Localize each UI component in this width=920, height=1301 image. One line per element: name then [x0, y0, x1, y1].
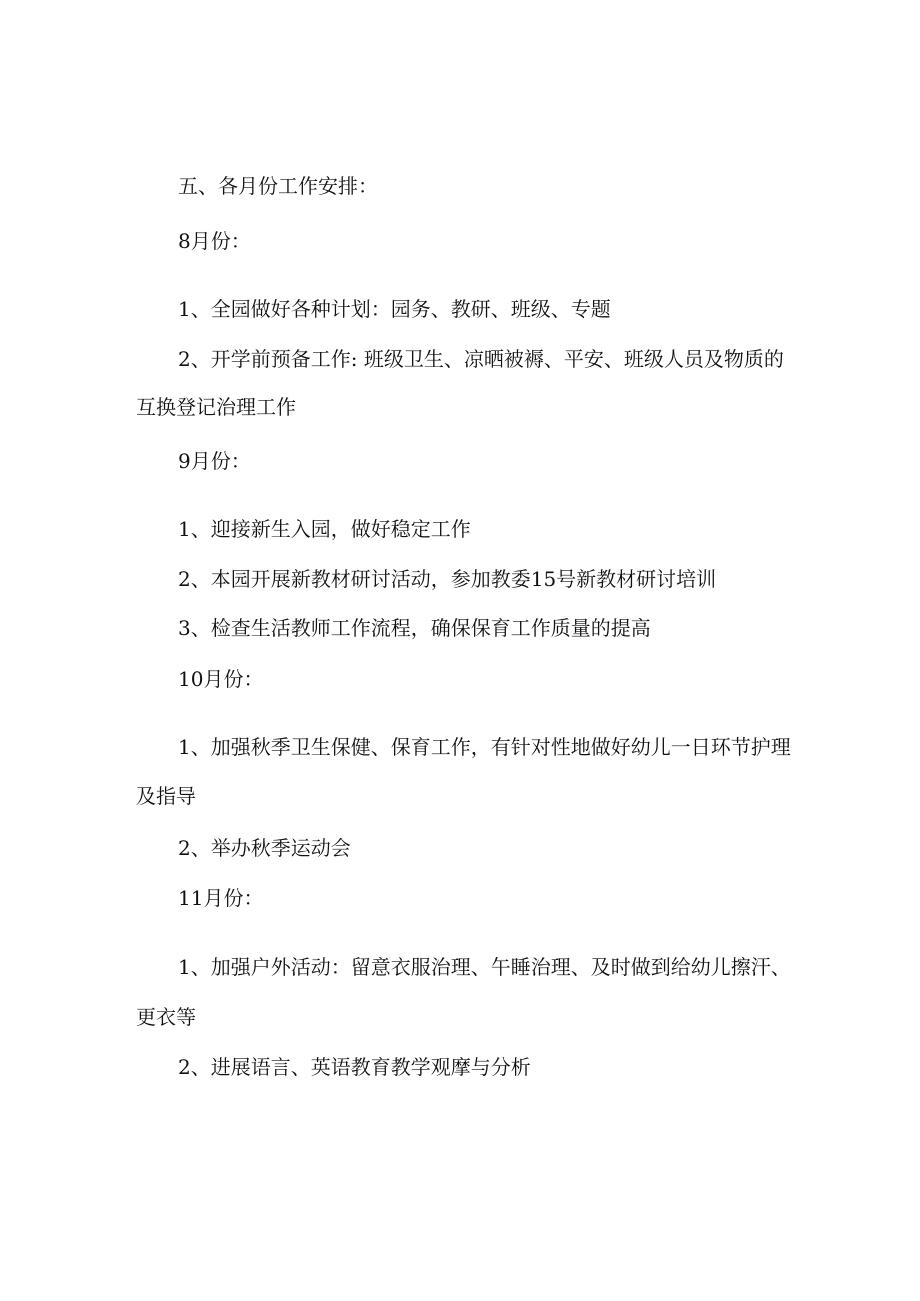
- list-item: 2、举办秋季运动会: [178, 836, 351, 860]
- list-item: 2、本园开展新教材研讨活动，参加教委15号新教材研讨培训: [178, 567, 717, 591]
- list-item: 1、全园做好各种计划：园务、教研、班级、专题: [178, 297, 611, 321]
- list-item: 2、进展语言、英语教育教学观摩与分析: [178, 1055, 531, 1079]
- month-heading-aug: 8月份：: [178, 229, 251, 253]
- list-item: 2、开学前预备工作: 班级卫生、凉晒被褥、平安、班级人员及物质的: [178, 347, 784, 371]
- list-item: 1、加强户外活动：留意衣服治理、午睡治理、及时做到给幼儿擦汗、: [178, 955, 791, 979]
- list-item-continuation: 更衣等: [136, 1005, 196, 1029]
- list-item: 1、迎接新生入园，做好稳定工作: [178, 517, 471, 541]
- list-item-continuation: 及指导: [136, 784, 196, 808]
- section-heading: 五、各月份工作安排：: [178, 174, 378, 198]
- list-item: 3、检查生活教师工作流程，确保保育工作质量的提高: [178, 616, 651, 640]
- list-item-continuation: 互换登记治理工作: [136, 395, 296, 419]
- list-item: 1、加强秋季卫生保健、保育工作，有针对性地做好幼儿一日环节护理: [178, 735, 791, 759]
- month-heading-sep: 9月份：: [178, 449, 251, 473]
- month-heading-nov: 11月份：: [178, 886, 264, 910]
- month-heading-oct: 10月份：: [178, 667, 264, 691]
